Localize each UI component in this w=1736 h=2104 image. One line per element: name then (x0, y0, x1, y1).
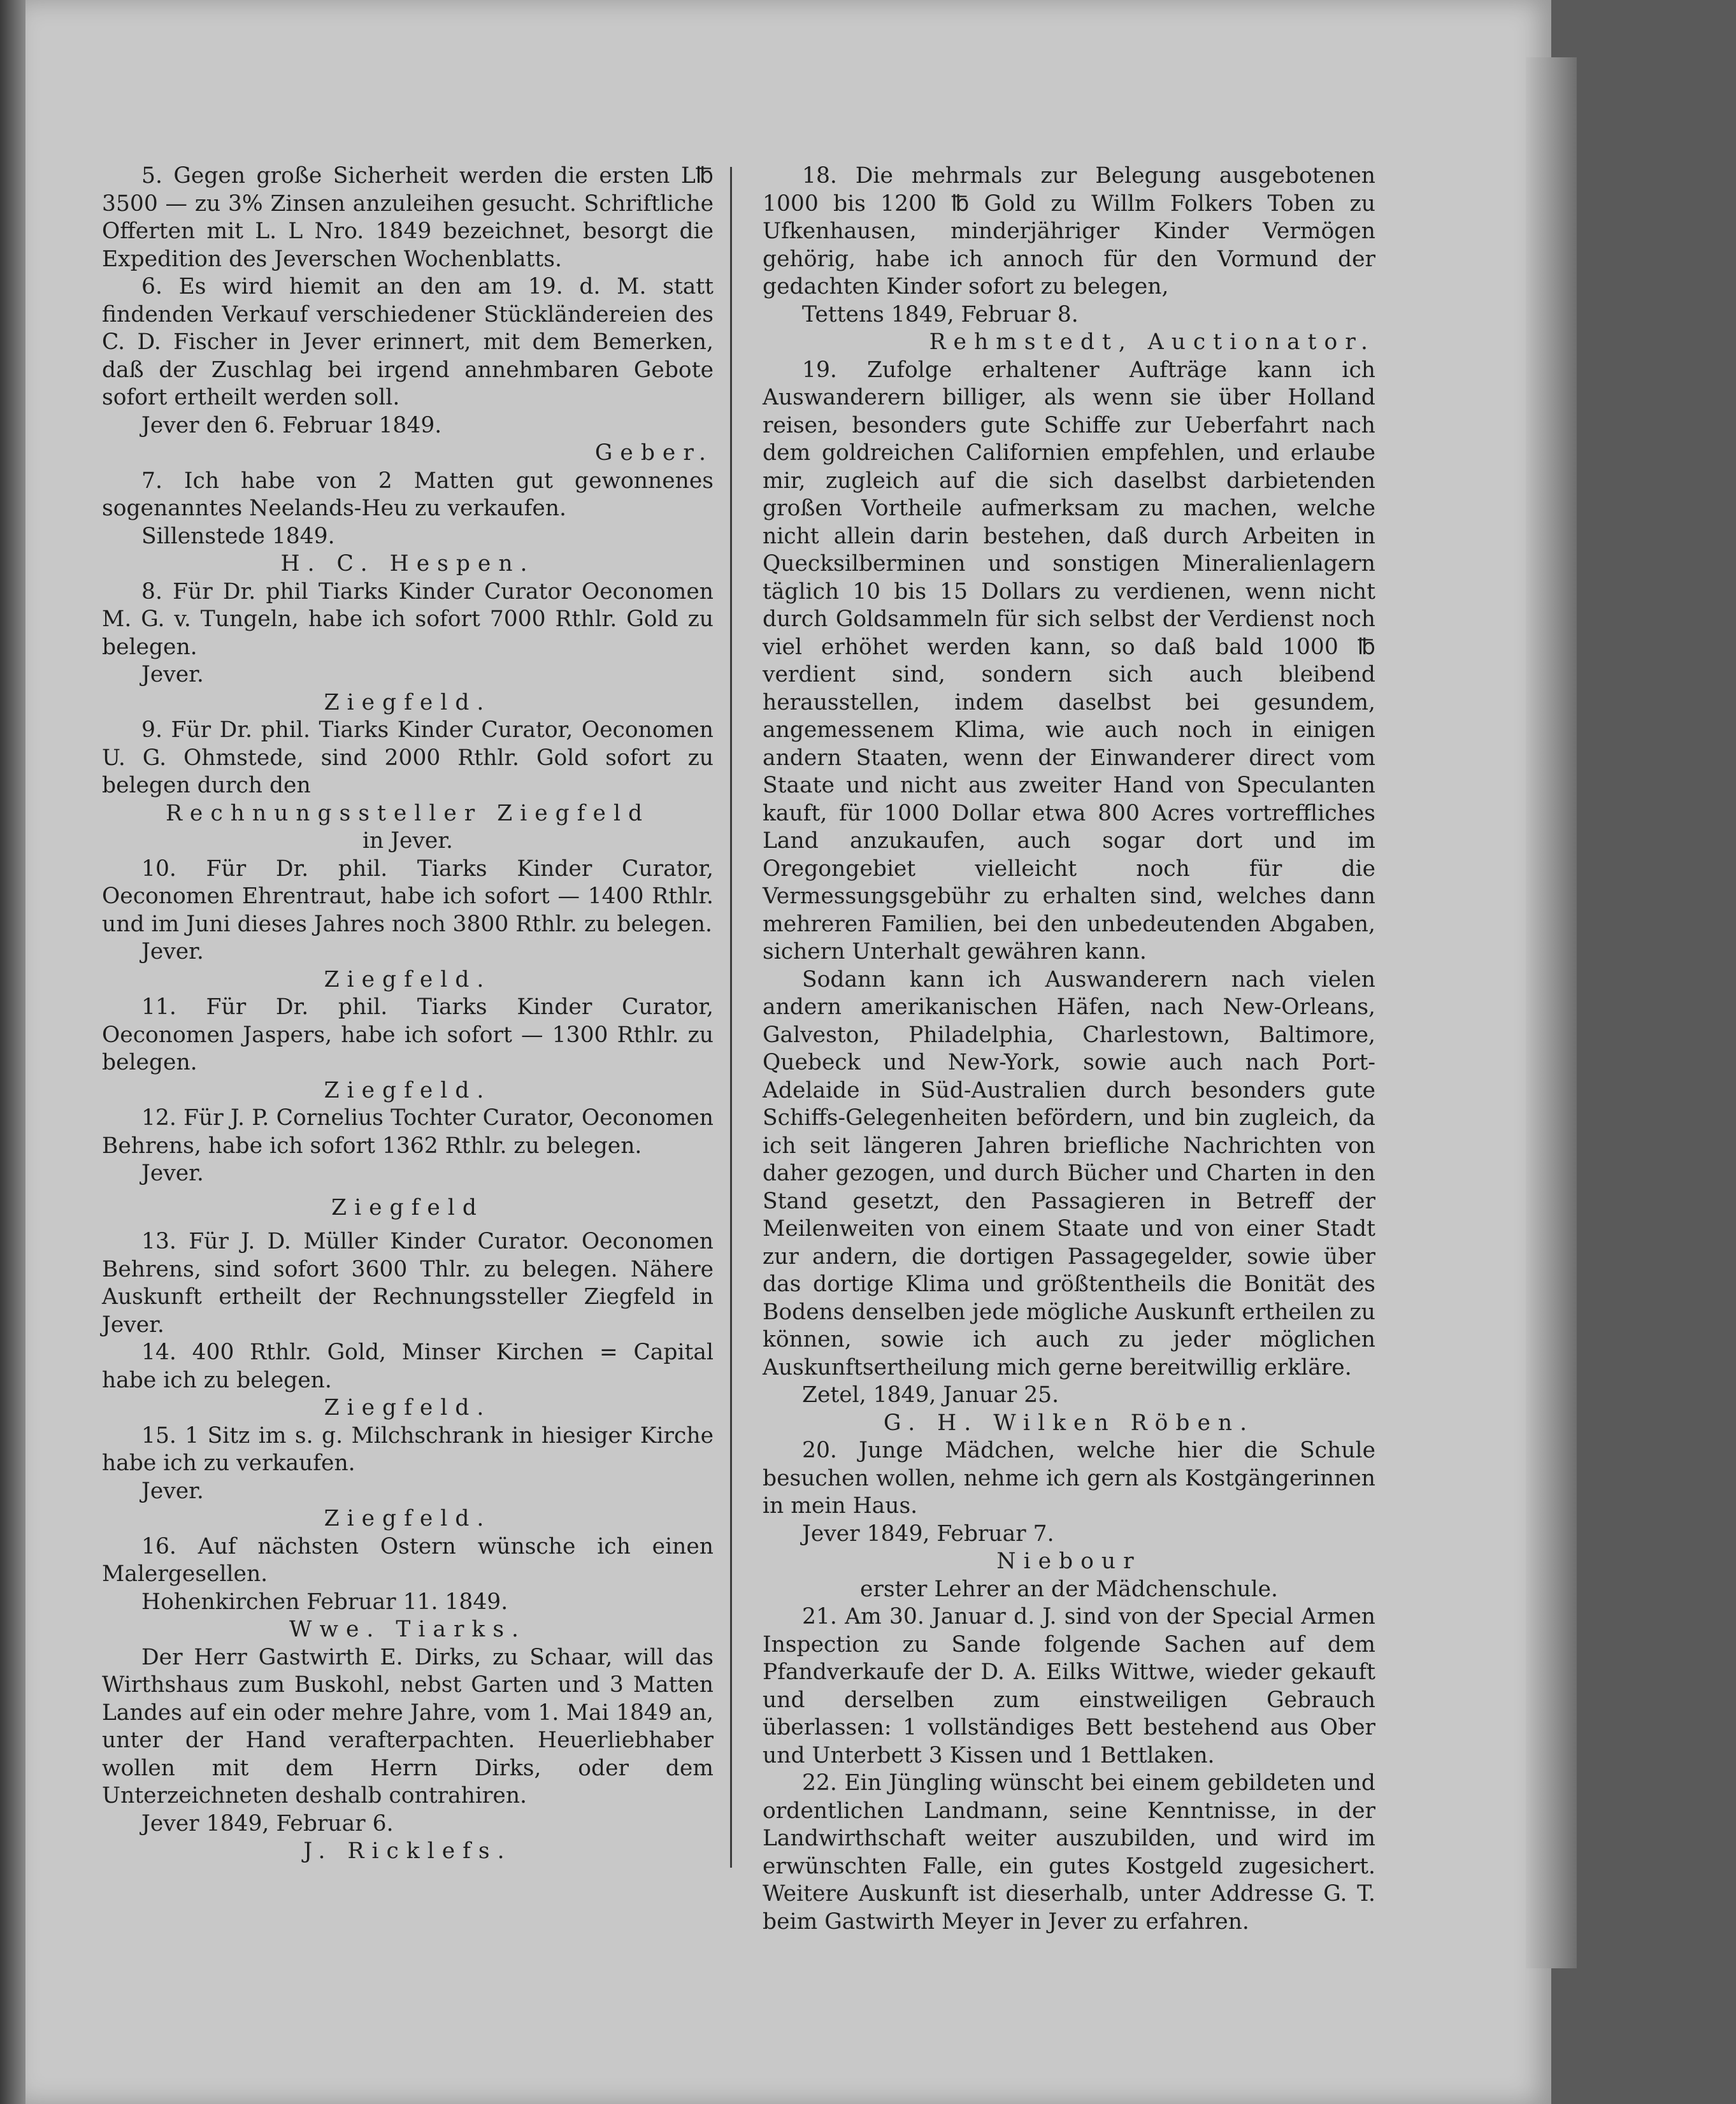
notice-19: 19. Zufolge erhaltener Aufträge kann ich Auswanderern billiger, als wenn sie über Holland reisen, besonders gute Schiffe zur Ueberfahrt nach dem goldreichen Californien empfehlen, und erlaube mir, zugleich auf die sich daselbst darbietenden großen Vortheile aufmerksam zu machen, welche nicht allein darin bestehen, daß durch Arbeiten in Quecksilberminen und sonstigen Mineralienlagern täglich 10 bis 15 Dollars zu verdienen, wenn nicht durch Goldsammeln für sich selbst der Verdienst noch viel erhöhet werden kann, so daß bald 1000 ℔ verdient sind, sondern sich auch bleibend herausstellen, indem daselbst bei gesundem, angemessenem Klima, wie auch noch in einigen andern Staaten, wenn der Einwanderer direct vom Staate und nicht aus zweiter Hand von Speculanten kauft, für 1000 Dollar etwa 800 Acres vortreffliches Land anzukaufen, auch sogar dort und im Oregongebiet vielleicht noch für die Vermessungsgebühr zu erhalten sind, welches dann mehreren Familien, bei den unbedeutenden Abgaben, sichern Unterhalt gewähren kann. (763, 357, 1375, 964)
notice-12: 12. Für J. P. Cornelius Tochter Curator, Oeconomen Behrens, habe ich sofort 1362 Rthlr. zu belegen. (102, 1105, 714, 1159)
notice-15: 15. 1 Sitz im s. g. Milchschrank in hiesiger Kirche habe ich zu verkaufen. (102, 1422, 714, 1476)
notice-17: Der Herr Gastwirth E. Dirks, zu Schaar, will das Wirthshaus zum Buskohl, nebst Garten und 3 Matten Landes auf ein oder mehre Jahre, vom 1. Mai 1849 an, unter der Hand verafterpachten. Heuerliebhaber wollen mit dem Herrn Dirks, oder dem Unterzeichneten deshalb contrahiren. (102, 1644, 714, 1808)
notice-20-date: Jever 1849, Februar 7. (802, 1521, 1054, 1547)
notice-18-date: Tettens 1849, Februar 8. (802, 301, 1079, 327)
notice-7: 7. Ich habe von 2 Matten gut gewonnenes sogenanntes Neelands-Heu zu verkaufen. (102, 468, 714, 521)
notice-15-place: Jever. (141, 1478, 204, 1504)
notice-6: 6. Es wird hiemit an den am 19. d. M. statt findenden Verkauf verschiedener Stückländereien des C. D. Fischer in Jever erinnert, mit dem Bemerken, daß der Zuschlag bei irgend annehmbaren Gebote sofort ertheilt werden soll. (102, 274, 714, 410)
notice-16: 16. Auf nächsten Ostern wünsche ich einen Malergesellen. (102, 1533, 714, 1587)
notice-20-signature-title: erster Lehrer an der Mädchenschule. (859, 1576, 1279, 1602)
spacer (102, 1222, 714, 1228)
notice-8: 8. Für Dr. phil Tiarks Kinder Curator Oeconomen M. G. v. Tungeln, habe ich sofort 7000 Rthlr. Gold zu belegen. (102, 578, 714, 660)
notice-22: 22. Ein Jüngling wünscht bei einem gebildeten und ordentlichen Landmann, seine Kenntnisse, in der Landwirthschaft weiter auszubilden, und wird im erwünschten Falle, ein gutes Kostgeld zugesichert. Weitere Auskunft ist dieserhalb, unter Addresse G. T. beim Gastwirth Meyer in Jever zu erfahren. (763, 1770, 1375, 1935)
notice-13: 13. Für J. D. Müller Kinder Curator. Oeconomen Behrens, sind sofort 3600 Thlr. zu belegen. Nähere Auskunft ertheilt der Rechnungssteller Ziegfeld in Jever. (102, 1229, 714, 1338)
notice-5: 5. Gegen große Sicherheit werden die ersten L℔ 3500 — zu 3% Zinsen anzuleihen gesucht. Schriftliche Offerten mit L. L Nro. 1849 bezeichnet, besorgt die Expedition des Jeverschen Wochenblatts. (102, 163, 714, 272)
notice-17-date: Jever 1849, Februar 6. (141, 1810, 394, 1836)
notice-16-place: Hohenkirchen Februar 11. 1849. (141, 1589, 508, 1615)
notice-9: 9. Für Dr. phil. Tiarks Kinder Curator, Oeconomen U. G. Ohmstede, sind 2000 Rthlr. Gold sofort zu belegen durch den (102, 717, 714, 798)
notice-12-signature: Ziegfeld (331, 1194, 484, 1220)
notice-20-signature: Niebour (996, 1549, 1142, 1574)
page-edge (1526, 57, 1577, 1968)
notice-8-signature: Ziegfeld. (324, 689, 492, 715)
notice-15-signature: Ziegfeld. (324, 1506, 492, 1531)
notice-17-signature: J. Ricklefs. (303, 1838, 512, 1864)
notice-7-place: Sillenstede 1849. (141, 523, 335, 549)
notice-14-signature: Ziegfeld. (324, 1395, 492, 1421)
notice-19-signature: G. H. Wilken Röben. (883, 1410, 1255, 1436)
notice-9-signature-place: in Jever. (362, 828, 454, 854)
notice-16-signature: Wwe. Tiarks. (289, 1617, 527, 1642)
notice-19-continued: Sodann kann ich Auswanderern nach vielen andern amerikanischen Häfen, nach New-Orleans, Galveston, Philadelphia, Charlestown, Baltimore, Quebeck und New-York, sowie auch nach Port-Adelaide in Süd-Australien durch besonders gute Schiffs-Gelegenheiten befördern, und bin zugleich, da ich seit längeren Jahren briefliche Nachrichten von daher gezogen, und durch Bücher und Charten in den Stand gesetzt, den Passagieren in Betreff der Meilenweiten von einem Staate und von einer Stadt zur andern, die dortigen Passagegelder, sowie über das dortige Klima und größtentheils die Bonität des Bodens denselben jede mögliche Auskunft ertheilen zu können, sowie ich auch zu jeder möglichen Auskunftsertheilung mich gerne bereitwillig erkläre. (763, 966, 1375, 1380)
notice-10-signature: Ziegfeld. (324, 966, 492, 992)
notice-6-signature: Geber. (594, 440, 714, 466)
notice-20: 20. Junge Mädchen, welche hier die Schule besuchen wollen, nehme ich gern als Kostgängerinnen in mein Haus. (763, 1438, 1375, 1519)
notice-18-signature: Rehmstedt, Auctionator. (929, 329, 1375, 355)
spacer (102, 1188, 714, 1194)
notice-19-date: Zetel, 1849, Januar 25. (802, 1382, 1059, 1408)
notice-7-signature: H. C. Hespen. (280, 551, 535, 576)
notice-9-signature: Rechnungssteller Ziegfeld (165, 800, 650, 826)
notice-8-place: Jever. (141, 662, 204, 687)
notice-11: 11. Für Dr. phil. Tiarks Kinder Curator, Oeconomen Jaspers, habe ich sofort — 1300 Rthlr. zu belegen. (102, 994, 714, 1075)
notice-18: 18. Die mehrmals zur Belegung ausgebotenen 1000 bis 1200 ℔ Gold zu Willm Folkers Toben zu Ufkenhausen, minderjähriger Kinder Vermögen gehörig, habe ich annoch für den Vormund der gedachten Kinder sofort zu belegen, (763, 163, 1375, 299)
notice-11-signature: Ziegfeld. (324, 1077, 492, 1103)
notice-12-place: Jever. (141, 1161, 204, 1186)
notice-14: 14. 400 Rthlr. Gold, Minser Kirchen = Capital habe ich zu belegen. (102, 1340, 714, 1393)
left-column (102, 162, 714, 1866)
notice-10-place: Jever. (141, 939, 204, 964)
notice-10: 10. Für Dr. phil. Tiarks Kinder Curator, Oeconomen Ehrentraut, habe ich sofort — 1400 Rthlr. und im Juni dieses Jahres noch 3800 Rthlr. zu belegen. (102, 855, 714, 937)
notice-6-date: Jever den 6. Februar 1849. (141, 412, 442, 438)
column-rule (730, 167, 732, 1868)
book-spine (0, 0, 25, 2104)
notice-21: 21. Am 30. Januar d. J. sind von der Special Armen Inspection zu Sande folgende Sachen auf dem Pfandverkaufe der D. A. Eilks Wittwe, wieder gekauft und derselben zum einstweiligen Gebrauch überlassen: 1 vollständiges Bett bestehend aus Ober und Unterbett 3 Kissen und 1 Bettlaken. (763, 1604, 1375, 1768)
right-column (763, 162, 1375, 1936)
